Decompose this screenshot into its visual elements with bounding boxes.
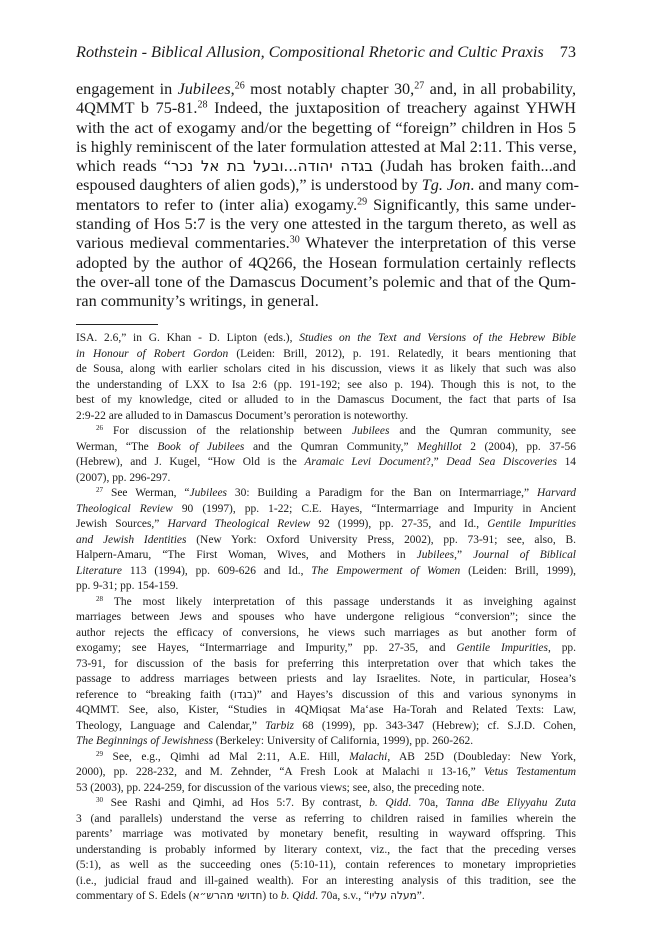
- body-line: standing of Hos 5:7 is the very one attested in the targum thereto, as well as: [76, 215, 576, 234]
- footnote-line: Literature 113 (1994), pp. 609-626 and Id., The Empowerment of Women (Leiden: Brill, 1999),: [76, 564, 576, 577]
- body-line: engagement in Jubilees,$^{26}$ most notably chapter 30,27 and, in all probability,: [76, 80, 577, 98]
- footnote-separator: [76, 324, 158, 325]
- footnote-line: Werman, “The Book of Jubilees and the Qumran Community,” Meghillot 2 (2004), pp. 37-56: [76, 440, 576, 453]
- footnote-line: de Sousa, along with earlier scholars cited in his discussion, views it as likely that such was also: [76, 363, 576, 375]
- footnote-line: reference to “breaking faith (בגדו)” and Hayes’s discussion of this and various synonyms in: [76, 688, 576, 701]
- footnote-30-start: $^{30}$ See Rashi and Qimhi, ad Hos 5:7. By contrast, b. Qidd. 70a, Tanna dBe Eliyyahu Zuta: [96, 796, 576, 809]
- footnote-line: Halpern-Amaru, “The First Woman, Wives, and Mothers in Jubilees,” Journal of Biblical: [76, 549, 576, 561]
- body-line: various medieval commentaries.$^{30}$ Whatever the interpretation of this verse: [76, 234, 576, 253]
- footnote-line: Theology, Language and Calendar,” Tarbiz 68 (1999), pp. 343-347 (Hebrew); cf. S.J.D. Cohen,: [76, 719, 576, 732]
- body-line: espoused daughters of alien gods),” is understood by Tg. Jon. and many com-: [76, 176, 580, 195]
- footnote-line: and Jewish Identities (New York: Oxford University Press, 2002), pp. 73-91; see, also, B.: [76, 533, 576, 546]
- footnote-line: 73-91, for discussion of the basis for preferring this interpretation over that which takes the: [76, 657, 576, 670]
- body-line: the over-all tone of the Damascus Document’s polemic and that of the Qum-: [76, 272, 576, 291]
- footnote-line: The Beginnings of Jewishness (Berkeley: University of California, 1999), pp. 260-262.: [76, 735, 474, 747]
- page-number: 73: [559, 42, 576, 61]
- footnote-line: author rejects the efficacy of conversions, he views such marriages as but another form of: [76, 626, 576, 639]
- footnote-line: exogamy; see Hayes, “Intermarriage and Impurity,” pp. 27-35, and Gentile Impurities, pp.: [76, 642, 576, 654]
- footnote-line: 3 (and parallels) understand the verse as referring to children raised in families wherein the: [76, 812, 576, 825]
- footnote-line: (5:1), as well as the succeeding ones (5:10-11), contain references to monetary improprieties: [76, 859, 576, 871]
- footnote-line: 53 (2003), pp. 224-259, for discussion of the various views; see, also, the preceding note.: [76, 781, 485, 794]
- footnote-line: (Hebrew), and J. Kugel, “How Old is the Aramaic Levi Document?,” Dead Sea Discoveries 14: [76, 456, 577, 468]
- footnote-28-start: $^{28}$ The most likely interpretation of this passage understands it as inveighing against: [96, 594, 576, 608]
- footnote-line: understanding is probably informed by literary context, viz., the fact that the preceding verses: [76, 843, 576, 856]
- body-line: with the act of exogamy and/or the begetting of “foreign” children in Hos 5: [76, 118, 576, 137]
- footnote-line: (2007), pp. 296-297.: [76, 471, 171, 484]
- footnote-line: Theological Review 90 (1997), pp. 1-22; C.E. Hayes, “Intermarriage and Impurity in Ancient: [76, 502, 576, 515]
- body-line: adopted by the author of 4Q266, the Hosean formulation certainly reflects: [76, 253, 576, 272]
- footnote-line: 2000), pp. 228-232, and M. Zehnder, “A Fresh Look at Malachi ii 13-16,” Vetus Testamentum: [76, 766, 576, 778]
- main-text-paragraph: [76, 80, 580, 312]
- footnote-line: ISA. 2.6,” in G. Khan - D. Lipton (eds.), Studies on the Text and Versions of the Hebrew Bible: [76, 332, 576, 344]
- footnote-26-start: $^{26}$ For discussion of the relationship between Jubilees and the Qumran community, see: [96, 424, 576, 437]
- footnote-line: commentary of S. Edels (חדושי מהרש״א) to b. Qidd. 70a, s.v., “מעלה עליו”.: [76, 890, 425, 902]
- footnote-line: passage to address marriages between priests and lay Israelites. Note, in particular, Hosea’s: [76, 673, 576, 685]
- body-line: 4QMMT b 75-81.28 Indeed, the juxtaposition of treachery against YHWH: [76, 99, 576, 118]
- body-line: is highly reminiscent of the later formulation attested at Mal 2:11. This verse,: [76, 137, 577, 156]
- footnote-line: marriages between Jews and spouses who have undergone religious “conversion”; since the: [76, 611, 576, 623]
- body-line: mentators to refer to (inter alia) exogamy.$^{29}$ Significantly, this same under-: [76, 195, 576, 214]
- body-line: which reads “בגדה יהודה...ובעל בת אל נכר (Judah has broken faith...and: [76, 157, 576, 176]
- footnote-line: 4QMMT. See, also, Kister, “Studies in 4QMiqsat Ma‘ase Ha-Torah and Related Texts: Law,: [76, 704, 576, 716]
- footnote-line: Jewish Sources,” Harvard Theological Review 92 (1999), pp. 27-35, and Id., Gentile Impurities: [76, 518, 576, 530]
- footnote-line: pp. 9-31; pp. 154-159.: [76, 580, 179, 592]
- footnote-line: in Honour of Robert Gordon (Leiden: Brill, 2012), p. 191. Relatedly, it bears mentioning that: [76, 347, 577, 360]
- footnotes: [76, 331, 576, 905]
- running-title: Rothstein - Biblical Allusion, Compositional Rhetoric and Cultic Praxis: [76, 42, 544, 61]
- footnote-29-start: $^{29}$ See, e.g., Qimhi ad Mal 2:11, A.E. Hill, Malachi, AB 25D (Doubleday: New York,: [96, 749, 576, 763]
- footnote-line: (i.e., judicial fraud and ill-gained wealth). For an interesting analysis of this tradition, see the: [76, 874, 576, 887]
- footnote-27-start: $^{27}$ See Werman, “Jubilees 30: Building a Paradigm for the Ban on Intermarriage,” Harvard: [96, 486, 576, 499]
- footnote-line: the understanding of LXX to Isa 2:6 (pp. 191-192; see also p. 194). Though this is not, to the: [76, 378, 576, 391]
- body-line: ran community’s writings, in general.: [76, 292, 319, 311]
- footnote-line: 2:9-22 are alluded to in Damascus Document’s peroration is noteworthy.: [76, 409, 409, 422]
- footnote-line: best of my knowledge, cited or alluded to in the Damascus Document, the fact that parts of Isa: [76, 394, 576, 406]
- footnote-line: parents’ marriage was motivated by monetary benefit, resulting in wayward offspring. This: [76, 828, 576, 840]
